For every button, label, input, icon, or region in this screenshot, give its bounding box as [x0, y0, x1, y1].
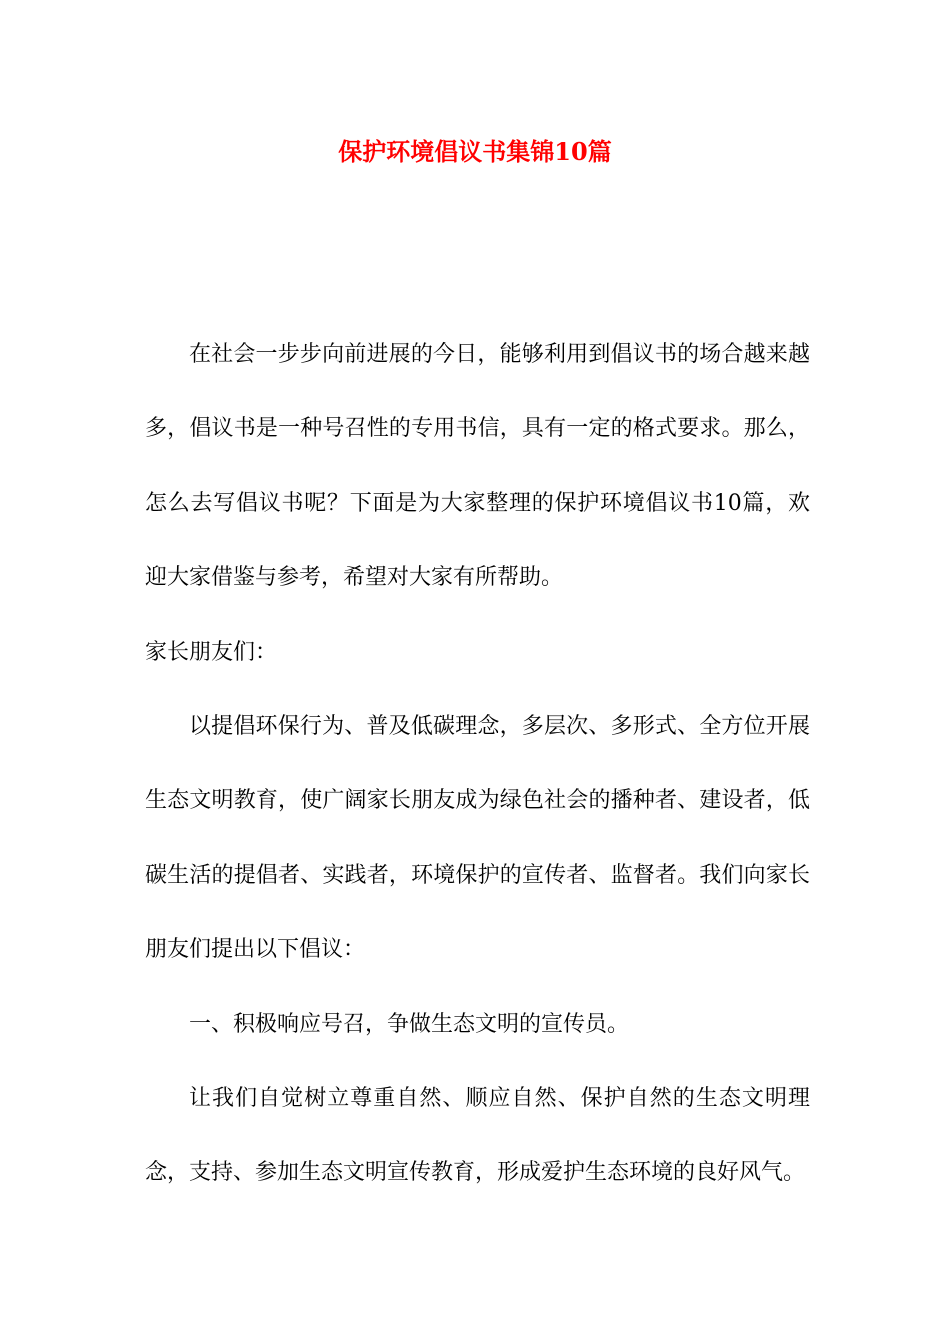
point-one-heading: 一、积极响应号召，争做生态文明的宣传员。 — [189, 1011, 630, 1037]
document-title: 保护环境倡议书集锦10篇 — [338, 137, 612, 166]
intro-paragraph: 在社会一步步向前进展的今日，能够利用到倡议书的场合越来越多，倡议书是一种号召性的专用书信，具有一定的格式要求。那么，怎么去写倡议书呢？下面是为大家整理的保护环境倡议书10篇，欢迎大家借鉴与参考，希望对大家有所帮助。 — [145, 342, 810, 591]
document-body — [145, 318, 810, 1211]
proposal-paragraph: 以提倡环保行为、普及低碳理念，多层次、多形式、全方位开展生态文明教育，使广阔家长朋友成为绿色社会的播种者、建设者，低碳生活的提倡者、实践者，环境保护的宣传者、监督者。我们向家长朋友们提出以下倡议： — [145, 714, 810, 963]
salutation: 家长朋友们： — [145, 639, 278, 665]
point-one-paragraph: 让我们自觉树立尊重自然、顺应自然、保护自然的生态文明理念，支持、参加生态文明宣传教育，形成爱护生态环境的良好风气。 — [145, 1086, 810, 1186]
